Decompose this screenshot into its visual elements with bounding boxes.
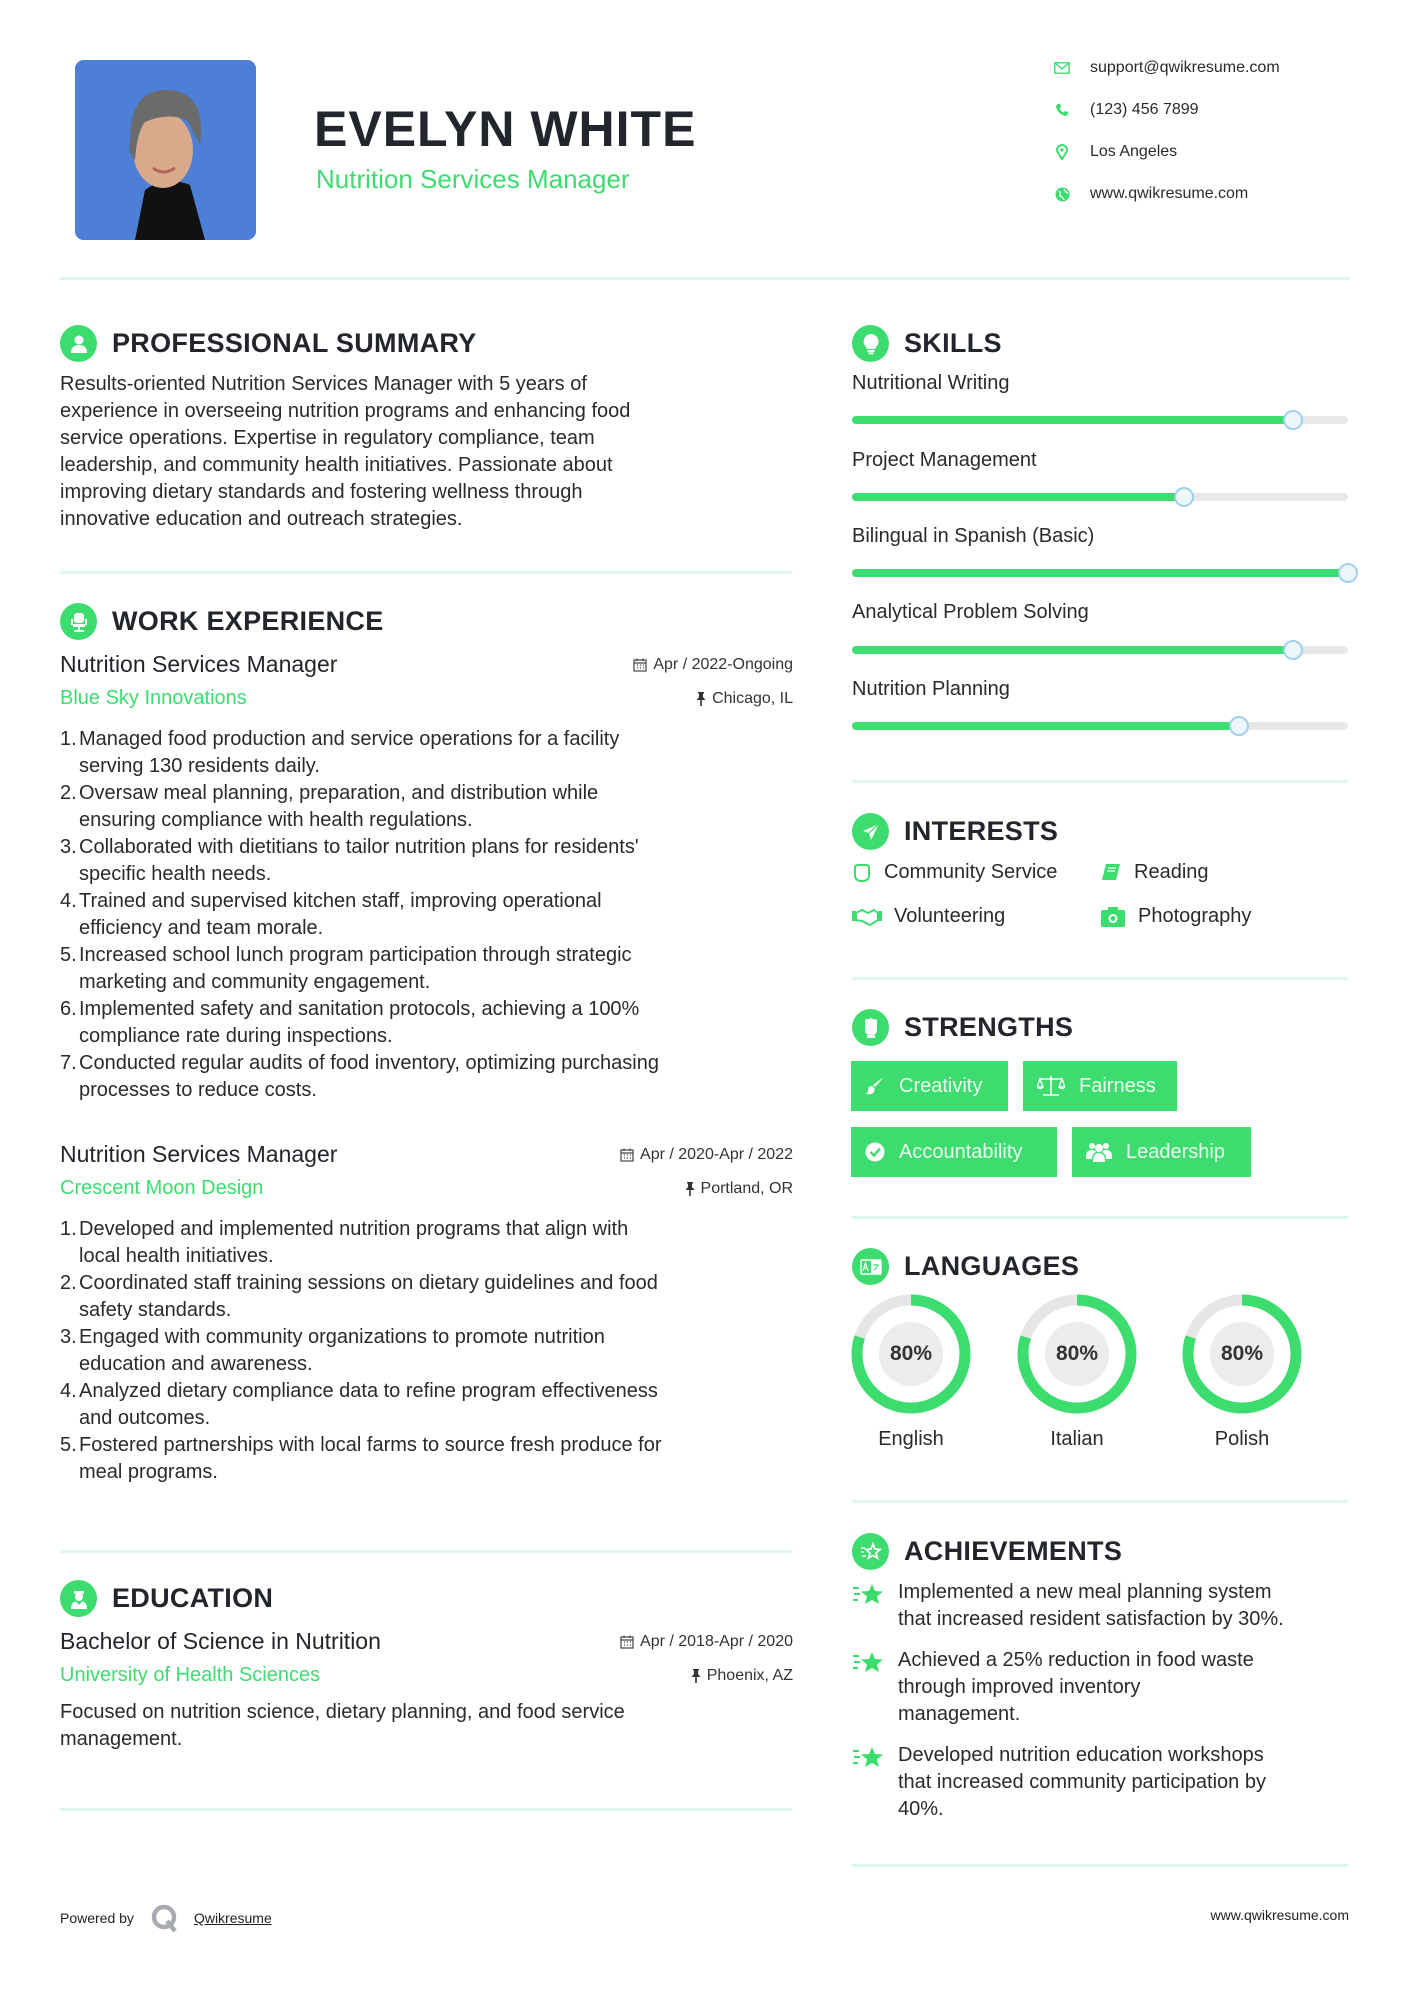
education-section-header [60, 1580, 273, 1617]
footer-branding [60, 1903, 272, 1933]
pushpin-icon [696, 692, 706, 706]
skills-divider [852, 780, 1348, 783]
strength-label: Creativity [899, 1074, 983, 1097]
pushpin-icon [691, 1669, 701, 1683]
skill-bar [852, 569, 1348, 577]
users-icon [1086, 1141, 1112, 1163]
achievements-section-header [852, 1533, 1122, 1570]
book-icon [1100, 863, 1122, 883]
chair-icon [60, 603, 97, 640]
skills-section-header [852, 325, 1002, 362]
skill-bar [852, 416, 1348, 424]
summary-section-header [60, 325, 477, 362]
calendar-icon [620, 1148, 634, 1162]
summary-line: experience in overseeing nutrition programs and enhancing food [60, 400, 631, 422]
interest-label: Photography [1138, 905, 1252, 927]
portrait-image [75, 60, 256, 240]
scale-icon [1037, 1075, 1065, 1097]
contact-website[interactable] [1052, 185, 1248, 203]
contact-location [1052, 143, 1177, 161]
duty-item: 5. Fostered partnerships with local farms to source fresh produce for meal programs. [60, 1434, 662, 1483]
user-icon [60, 325, 97, 362]
language-label: Italian [1050, 1428, 1104, 1450]
skill-label: Bilingual in Spanish (Basic) [852, 525, 1095, 547]
strength-chip [1072, 1127, 1251, 1177]
duty-item: 3. Collaborated with dietitians to tailor nutrition plans for residents' specific health needs. [60, 836, 639, 885]
skill-bar-knob [1338, 563, 1358, 583]
qwikresume-link[interactable]: Qwikresume [193, 1910, 272, 1926]
star-icon [852, 1742, 898, 1823]
degree-title: Bachelor of Science in Nutrition [60, 1628, 381, 1654]
duty-item: 2. Oversaw meal planning, preparation, and distribution while ensuring compliance with health regulations. [60, 782, 599, 831]
duty-item: 3. Engaged with community organizations to promote nutrition education and awareness. [60, 1326, 605, 1375]
interest-label: Community Service [884, 861, 1058, 883]
strength-chip [851, 1127, 1057, 1177]
star-icon [852, 1579, 898, 1633]
achievements-divider [852, 1864, 1348, 1867]
phone-text: (123) 456 7899 [1090, 101, 1199, 118]
job-location-text: Portland, OR [700, 1179, 793, 1197]
job-dates [620, 1146, 793, 1164]
job-entry [60, 1141, 793, 1486]
powered-by-text: Powered by [60, 1910, 134, 1926]
summary-line: Results-oriented Nutrition Services Manager with 5 years of [60, 373, 587, 395]
work-heading: WORK EXPERIENCE [112, 606, 384, 636]
duty-item: 1. Developed and implemented nutrition programs that align with local health initiatives. [60, 1218, 629, 1267]
duties-list [60, 1216, 793, 1486]
school-name: University of Health Sciences [60, 1664, 321, 1686]
skill-label: Analytical Problem Solving [852, 601, 1089, 623]
handshake-icon [852, 908, 882, 926]
achievement-line: Implemented a new meal planning system [898, 1581, 1272, 1603]
job-dates-text: Apr / 2022-Ongoing [653, 655, 793, 673]
globe-icon [1052, 187, 1072, 202]
achievements-heading: ACHIEVEMENTS [904, 1536, 1123, 1566]
language-percent: 80% [1055, 1342, 1099, 1365]
education-location-text: Phoenix, AZ [706, 1666, 793, 1684]
raised-fist-icon [852, 1009, 889, 1046]
duty-item: 2. Coordinated staff training sessions on dietary guidelines and food safety standards. [60, 1272, 658, 1321]
footer-website[interactable]: www.qwikresume.com [1210, 1907, 1349, 1923]
summary-line: leadership, and community health initiatives. Passionate about [60, 454, 613, 476]
candidate-name: EVELYN WHITE [314, 101, 697, 157]
qwikresume-logo-icon [150, 1903, 180, 1933]
languages-heading: LANGUAGES [904, 1251, 1080, 1281]
company-name: Blue Sky Innovations [60, 687, 247, 709]
duty-item: 4. Trained and supervised kitchen staff, improving operational efficiency and team morale. [60, 890, 602, 939]
strengths-heading: STRENGTHS [904, 1012, 1074, 1042]
language-label: Polish [1214, 1428, 1270, 1450]
map-pin-icon [1052, 144, 1072, 160]
education-dates-text: Apr / 2018-Apr / 2020 [640, 1632, 793, 1650]
strengths-section-header [852, 1009, 1073, 1046]
summary-line: innovative education and outreach strategies. [60, 508, 463, 530]
paintbrush-icon [865, 1076, 885, 1096]
education-description: Focused on nutrition science, dietary planning, and food service management. [60, 1701, 625, 1750]
interests-divider [852, 977, 1348, 980]
strength-label: Leadership [1126, 1140, 1225, 1163]
skill-bar-knob [1283, 640, 1303, 660]
calendar-icon [633, 658, 647, 672]
language-item [1182, 1294, 1302, 1451]
interests-heading: INTERESTS [904, 816, 1059, 846]
duty-item: 7. Conducted regular audits of food inventory, optimizing purchasing processes to reduce costs. [60, 1052, 659, 1101]
candidate-title: Nutrition Services Manager [316, 164, 630, 194]
achievement-item [852, 1579, 1362, 1633]
summary-line: service operations. Expertise in regulatory compliance, team [60, 427, 595, 449]
achievement-line: that increased resident satisfaction by 30%. [898, 1608, 1284, 1630]
skill-bar-fill [852, 569, 1348, 577]
job-entry [60, 651, 793, 1104]
camera-icon [1100, 906, 1126, 928]
achievement-line: through improved inventory [898, 1676, 1141, 1698]
contact-phone[interactable] [1052, 101, 1199, 119]
translate-icon [852, 1248, 889, 1285]
strength-label: Fairness [1079, 1074, 1156, 1097]
pushpin-icon [685, 1182, 695, 1196]
company-name: Crescent Moon Design [60, 1177, 264, 1199]
language-item [1017, 1294, 1137, 1451]
job-dates-text: Apr / 2020-Apr / 2022 [640, 1145, 793, 1163]
contact-email[interactable] [1052, 59, 1280, 77]
achievement-line: that increased community participation by [898, 1771, 1266, 1793]
job-location [696, 690, 793, 708]
skill-bar-knob [1229, 716, 1249, 736]
strength-chip [1023, 1061, 1177, 1111]
interest-item [1100, 905, 1251, 928]
achievement-line: Developed nutrition education workshops [898, 1744, 1264, 1766]
skill-bar-fill [852, 416, 1293, 424]
interests-section-header [852, 813, 1058, 850]
skills-heading: SKILLS [904, 328, 1002, 358]
language-percent: 80% [889, 1342, 933, 1365]
skill-bar [852, 493, 1348, 501]
achievement-line: management. [898, 1703, 1021, 1725]
work-divider [60, 1550, 793, 1553]
skill-label: Nutrition Planning [852, 678, 1010, 700]
job-title: Nutrition Services Manager [60, 651, 338, 677]
job-title: Nutrition Services Manager [60, 1141, 338, 1167]
summary-line: improving dietary standards and fostering wellness through [60, 481, 583, 503]
graduate-icon [60, 1580, 97, 1617]
duty-item: 5. Increased school lunch program participation through strategic marketing and community engagement. [60, 944, 632, 993]
skill-label: Project Management [852, 449, 1037, 471]
summary-divider [60, 571, 793, 574]
skill-label: Nutritional Writing [852, 372, 1010, 394]
languages-section-header [852, 1248, 1079, 1285]
interest-item [852, 905, 1005, 928]
education-divider [60, 1808, 793, 1811]
achievement-line: 40%. [898, 1798, 944, 1820]
interest-label: Reading [1134, 861, 1209, 883]
skill-bar-knob [1174, 487, 1194, 507]
work-section-header [60, 603, 384, 640]
duty-item: 6. Implemented safety and sanitation protocols, achieving a 100% compliance rate during inspections. [60, 998, 640, 1047]
envelope-icon [1052, 62, 1072, 74]
summary-text [60, 371, 800, 533]
skill-bar-fill [852, 493, 1184, 501]
check-circle-icon [865, 1142, 885, 1162]
calendar-icon [620, 1635, 634, 1649]
website-text: www.qwikresume.com [1090, 185, 1249, 202]
job-location-text: Chicago, IL [712, 689, 793, 707]
job-location [685, 1180, 793, 1198]
strengths-divider [852, 1216, 1348, 1219]
phone-icon [1052, 103, 1072, 117]
duties-list [60, 726, 793, 1104]
achievement-item [852, 1647, 1362, 1728]
skill-bar [852, 646, 1348, 654]
education-heading: EDUCATION [112, 1583, 274, 1613]
skill-bar-fill [852, 646, 1293, 654]
duty-item: 1. Managed food production and service operations for a facility serving 130 residents daily. [60, 728, 620, 777]
strength-chip [851, 1061, 1008, 1111]
lightbulb-icon [852, 325, 889, 362]
profile-photo [75, 60, 256, 240]
summary-heading: PROFESSIONAL SUMMARY [112, 328, 477, 358]
education-dates [620, 1633, 793, 1651]
languages-divider [852, 1500, 1348, 1503]
fist-icon [852, 863, 872, 883]
star-icon [852, 1647, 898, 1728]
duty-item: 4. Analyzed dietary compliance data to refine program effectiveness and outcomes. [60, 1380, 658, 1429]
interest-item [1100, 861, 1209, 884]
language-item [851, 1294, 971, 1451]
skill-bar [852, 722, 1348, 730]
skill-bar-knob [1283, 410, 1303, 430]
header-divider [60, 277, 1350, 280]
skill-bar-fill [852, 722, 1239, 730]
interest-item [852, 861, 1057, 884]
star-badge-icon [852, 1533, 889, 1570]
job-dates [633, 656, 793, 674]
location-text: Los Angeles [1090, 143, 1178, 160]
paper-plane-icon [852, 813, 889, 850]
email-text: support@qwikresume.com [1090, 59, 1280, 76]
achievement-line: Achieved a 25% reduction in food waste [898, 1649, 1254, 1671]
strength-label: Accountability [899, 1140, 1023, 1163]
language-percent: 80% [1220, 1342, 1264, 1365]
achievement-item [852, 1742, 1362, 1823]
language-label: English [878, 1428, 944, 1450]
interest-label: Volunteering [894, 905, 1006, 927]
education-location [691, 1667, 793, 1685]
education-entry [60, 1628, 793, 1753]
